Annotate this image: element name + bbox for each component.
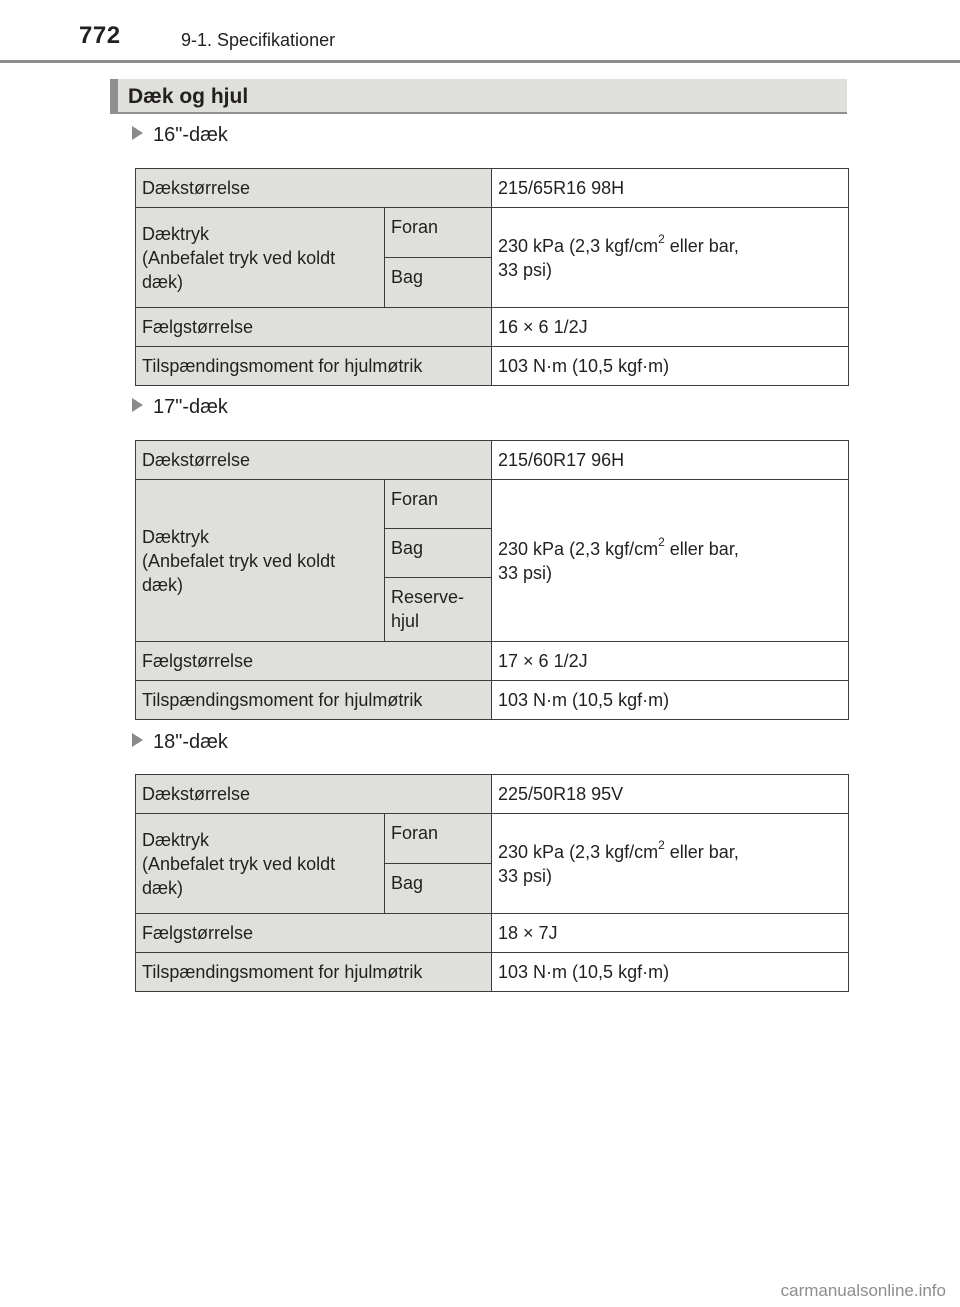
rim-size-value: 17 × 6 1/2J [492, 642, 849, 681]
pressure-label: Dæktryk (Anbefalet tryk ved koldt dæk) [136, 814, 385, 914]
rear-label: Bag [385, 258, 492, 308]
table-row [136, 814, 849, 864]
table-row [136, 642, 849, 681]
tire-size-label: Dækstørrelse [136, 441, 492, 480]
section-title-text: Dæk og hjul [128, 85, 249, 108]
torque-value: 103 N·m (10,5 kgf·m) [492, 347, 849, 386]
triangle-bullet-icon [132, 733, 143, 747]
table-row [136, 347, 849, 386]
rim-size-value: 16 × 6 1/2J [492, 308, 849, 347]
table-row [136, 775, 849, 814]
sub-heading-17 [132, 396, 228, 419]
table-row [136, 308, 849, 347]
rim-size-label: Fælgstørrelse [136, 914, 492, 953]
chapter-title: 9-1. Specifikationer [181, 30, 336, 50]
pressure-value: 230 kPa (2,3 kgf/$cm^2$ eller bar, 33 psi) [492, 208, 849, 308]
tire-size-value: 215/65R16 98H [492, 169, 849, 208]
front-label: Foran [385, 814, 492, 864]
sub-heading-18 [132, 731, 228, 754]
table-row [136, 681, 849, 720]
rear-label: Bag [385, 529, 492, 578]
pressure-label: Dæktryk (Anbefalet tryk ved koldt dæk) [136, 480, 385, 642]
triangle-bullet-icon [132, 126, 143, 140]
header-rule [0, 60, 960, 63]
sub-heading-text: 18"-dæk [153, 731, 228, 753]
spare-label: Reserve-hjul [385, 578, 492, 642]
torque-value: 103 N·m (10,5 kgf·m) [492, 953, 849, 992]
table-row [136, 208, 849, 258]
front-label: Foran [385, 208, 492, 258]
sub-heading-text: 17"-dæk [153, 396, 228, 418]
torque-label: Tilspændingsmoment for hjulmøtrik [136, 347, 492, 386]
pressure-value: 230 kPa (2,3 kgf/$cm^2$ eller bar, 33 psi) [492, 814, 849, 914]
torque-label: Tilspændingsmoment for hjulmøtrik [136, 953, 492, 992]
table-row [136, 914, 849, 953]
rear-label: Bag [385, 864, 492, 914]
section-title [110, 79, 847, 114]
table-row [136, 480, 849, 529]
rim-size-label: Fælgstørrelse [136, 642, 492, 681]
rim-size-value: 18 × 7J [492, 914, 849, 953]
torque-label: Tilspændingsmoment for hjulmøtrik [136, 681, 492, 720]
torque-value: 103 N·m (10,5 kgf·m) [492, 681, 849, 720]
table-row [136, 953, 849, 992]
pressure-label: Dæktryk (Anbefalet tryk ved koldt dæk) [136, 208, 385, 308]
table-row [136, 441, 849, 480]
front-label: Foran [385, 480, 492, 529]
tire-size-value: 215/60R17 96H [492, 441, 849, 480]
table-row [136, 169, 849, 208]
watermark: carmanualsonline.info [780, 1281, 946, 1300]
triangle-bullet-icon [132, 398, 143, 412]
sub-heading-text: 16"-dæk [153, 124, 228, 146]
page-header [0, 0, 960, 62]
page-number: 772 [79, 22, 121, 49]
tire-size-label: Dækstørrelse [136, 775, 492, 814]
spec-table-18 [135, 774, 849, 992]
pressure-value: 230 kPa (2,3 kgf/$cm^2$ eller bar, 33 psi) [492, 480, 849, 642]
sub-heading-16 [132, 124, 228, 147]
spec-table-17 [135, 440, 849, 720]
rim-size-label: Fælgstørrelse [136, 308, 492, 347]
spec-table-16 [135, 168, 849, 386]
tire-size-value: 225/50R18 95V [492, 775, 849, 814]
tire-size-label: Dækstørrelse [136, 169, 492, 208]
